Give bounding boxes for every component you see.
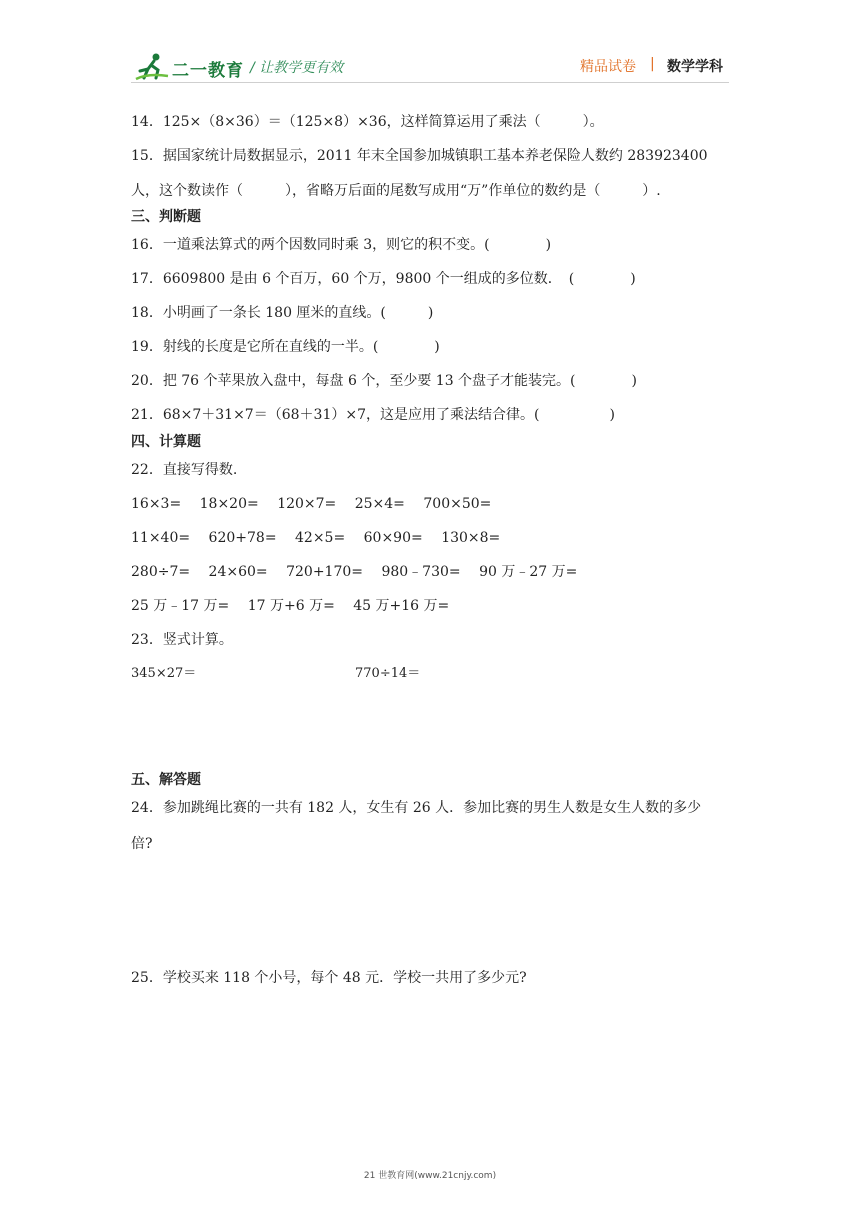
page-footer: 21 世教育网(www.21cnjy.com) xyxy=(363,1171,497,1181)
question-24-line-1: 24．参加跳绳比赛的一共有 182 人，女生有 26 人．参加比赛的男生人数是女生人数的多少 xyxy=(131,800,702,816)
question-19: 19．射线的长度是它所在直线的一半。( ) xyxy=(131,339,440,355)
question-15-line-2: 人，这个数读作（ ），省略万后面的尾数写成用“万”作单位的数约是（ ）. xyxy=(131,183,661,199)
calc-item: 42×5= xyxy=(295,530,346,546)
question-20: 20．把 76 个苹果放入盘中，每盘 6 个，至少要 13 个盘子才能装完。( ) xyxy=(131,373,637,389)
question-18: 18．小明画了一条长 180 厘米的直线。( ) xyxy=(131,305,434,321)
calc-item: 720+170= xyxy=(286,564,363,580)
question-21: 21．68×7＋31×7＝（68＋31）×7，这是应用了乘法结合律。( ) xyxy=(131,407,615,423)
calc-item: 17 万+6 万= xyxy=(247,598,335,614)
calc-item: 700×50= xyxy=(423,496,492,512)
header-label-left: 精品试卷 xyxy=(580,59,636,75)
question-23-b: 770÷14＝ xyxy=(355,666,421,681)
calc-item: 60×90= xyxy=(363,530,423,546)
question-15-line-1: 15．据国家统计局数据显示，2011 年末全国参加城镇职工基本养老保险人数约 283923400 xyxy=(131,148,708,164)
section-4-heading: 四、计算题 xyxy=(131,434,201,450)
calc-item: 620+78= xyxy=(208,530,277,546)
calc-item: 25 万﹣17 万= xyxy=(131,598,230,614)
calc-item: 130×8= xyxy=(441,530,501,546)
calc-item: 16×3= xyxy=(131,496,182,512)
section-5-heading: 五、解答题 xyxy=(131,772,201,788)
header-label-right: 数学学科 xyxy=(667,59,723,75)
question-23-a: 345×27＝ xyxy=(131,666,197,681)
calc-item: 90 万﹣27 万= xyxy=(479,564,578,580)
header-logo xyxy=(134,50,364,84)
calc-item: 11×40= xyxy=(131,530,191,546)
question-25: 25．学校买来 118 个小号，每个 48 元．学校一共用了多少元? xyxy=(131,970,527,986)
logo-text: 二一教育 xyxy=(172,61,244,81)
calc-row-4 xyxy=(131,596,463,616)
calc-item: 120×7= xyxy=(277,496,337,512)
question-24-line-2: 倍? xyxy=(131,836,153,852)
header-separator: | xyxy=(650,56,655,72)
question-22: 22．直接写得数. xyxy=(131,462,238,478)
calc-item: 280÷7= xyxy=(131,564,191,580)
slogan: / 让教学更有效 xyxy=(250,60,344,76)
calc-item: 24×60= xyxy=(208,564,268,580)
calc-item: 980﹣730= xyxy=(381,564,461,580)
question-14: 14．125×（8×36）＝（125×8）×36，这样简算运用了乘法（ ）。 xyxy=(131,114,604,130)
runner-logo-icon xyxy=(134,52,170,82)
question-23: 23．竖式计算。 xyxy=(131,632,233,648)
calc-item: 45 万+16 万= xyxy=(353,598,450,614)
calc-row-3 xyxy=(131,562,591,582)
question-16: 16．一道乘法算式的两个因数同时乘 3，则它的积不变。( ) xyxy=(131,237,552,253)
calc-item: 18×20= xyxy=(199,496,259,512)
question-17: 17．6609800 是由 6 个百万，60 个万，9800 个一组成的多位数． ( ) xyxy=(131,271,636,287)
calc-row-2 xyxy=(131,528,514,548)
calc-row-1 xyxy=(131,494,505,514)
section-3-heading: 三、判断题 xyxy=(131,209,201,225)
header-divider xyxy=(131,82,729,83)
calc-item: 25×4= xyxy=(354,496,405,512)
